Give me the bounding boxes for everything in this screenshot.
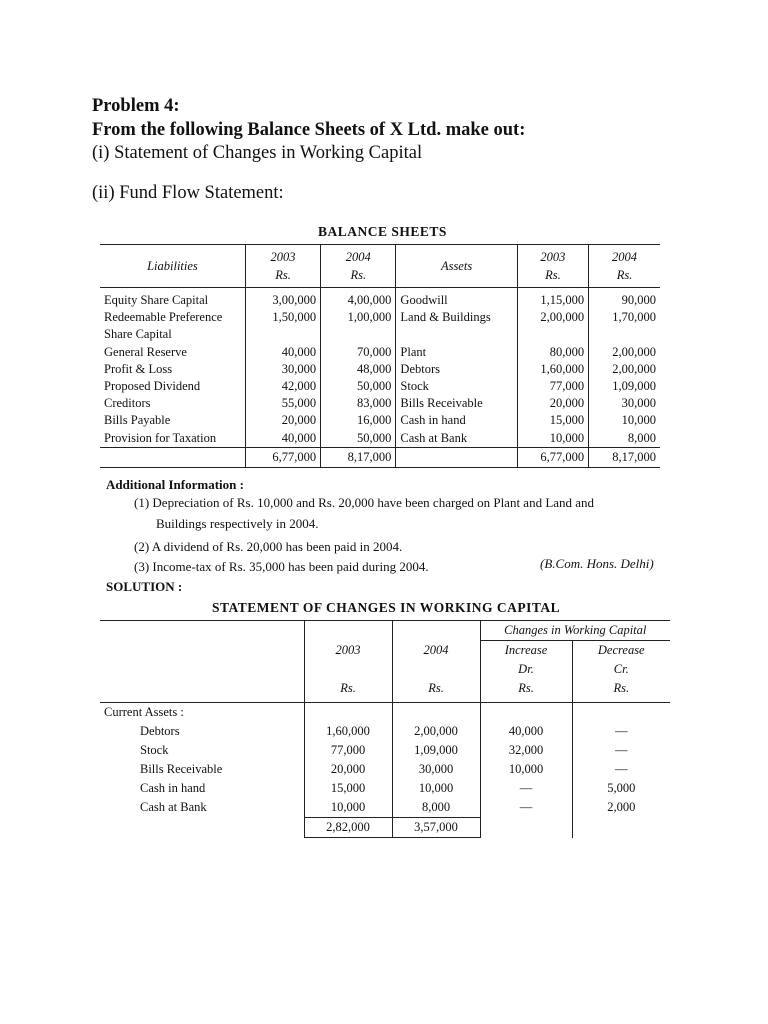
asset-2004: 1,09,000 [589,378,660,395]
header-2004-liab: 2004 Rs. [321,245,396,288]
wc-2003: 15,000 [304,779,392,798]
liability-2004: 83,000 [321,395,396,412]
liability-2004: 48,000 [321,361,396,378]
asset-2003: 1,15,000 [517,288,588,310]
balance-sheet-table [100,244,660,468]
asset-label: Bills Receivable [396,395,517,412]
wc-total-2004: 3,57,000 [392,818,480,838]
table-row [100,361,660,378]
wc-increase: 32,000 [480,741,572,760]
wc-item-label: Cash at Bank [140,800,207,814]
asset-label [396,326,517,343]
problem-item-2: (ii) Fund Flow Statement: [92,183,284,203]
changes-header-row [100,621,670,641]
liability-label: General Reserve [104,344,187,359]
assets-header: Assets [396,245,517,288]
wc-decrease: — [572,722,670,741]
total-asset-2004: 8,17,000 [589,447,660,467]
liability-label: Redeemable Preference [104,310,223,325]
wc-decrease: — [572,741,670,760]
table-row [100,798,670,818]
solution-heading: SOLUTION : [106,579,183,594]
additional-info-item-1: (1) Depreciation of Rs. 10,000 and Rs. 20,000 have been charged on Plant and Land and [134,495,595,510]
liability-label: Proposed Dividend [104,379,201,394]
header-2003-asset: 2003 Rs. [517,245,588,288]
table-row [100,309,660,326]
problem-title: Problem 4: [92,96,180,116]
wc-2004: 1,09,000 [392,741,480,760]
asset-2004 [589,326,660,343]
asset-2003: 2,00,000 [517,309,588,326]
asset-2003: 10,000 [517,430,588,448]
problem-instruction: From the following Balance Sheets of X Ltd. make out: [92,120,526,140]
liability-2003: 40,000 [245,344,320,361]
wc-2003: 20,000 [304,760,392,779]
liability-2004: 16,000 [321,412,396,429]
additional-info-item-1-cont: Buildings respectively in 2004. [156,516,319,531]
asset-label: Cash at Bank [396,430,517,448]
liability-2003: 3,00,000 [245,288,320,310]
table-row [100,779,670,798]
wc-increase: — [480,798,572,818]
liability-2003: 20,000 [245,412,320,429]
header-2004-asset: 2004 Rs. [589,245,660,288]
header-cr: Cr. [572,660,670,679]
header-rs-2004: Rs. [392,679,480,703]
header-increase: Increase [480,641,572,661]
asset-label: Plant [396,344,517,361]
asset-2003: 77,000 [517,378,588,395]
additional-info-item-2: (2) A dividend of Rs. 20,000 has been paid in 2004. [134,539,403,554]
liabilities-header: Liabilities [100,245,245,288]
asset-2004: 2,00,000 [589,361,660,378]
wc-totals-row [100,818,670,838]
liability-2004: 4,00,000 [321,288,396,310]
wc-2003: 10,000 [304,798,392,818]
liability-label: Provision for Taxation [104,430,217,445]
working-capital-table [100,620,670,838]
table-row [100,288,660,310]
total-liab-2003: 6,77,000 [245,447,320,467]
totals-row [100,447,660,467]
asset-label: Stock [396,378,517,395]
table-row [100,326,660,343]
asset-2003 [517,326,588,343]
source-citation: (B.Com. Hons. Delhi) [540,556,654,571]
wc-item-label: Cash in hand [140,781,206,795]
header-2004: 2004 [392,641,480,661]
table-row [100,344,660,361]
wc-increase: 40,000 [480,722,572,741]
liability-2004: 50,000 [321,430,396,448]
header-rs-decrease: Rs. [572,679,670,703]
liability-2003: 55,000 [245,395,320,412]
table-row [100,722,670,741]
balance-sheet-title: BALANCE SHEETS [318,224,447,239]
liability-label: Bills Payable [104,413,171,428]
wc-decrease: — [572,760,670,779]
liability-2004: 70,000 [321,344,396,361]
asset-label: Debtors [396,361,517,378]
liability-2004 [321,326,396,343]
header-dr: Dr. [480,660,572,679]
section-row [100,703,670,723]
wc-2004: 8,000 [392,798,480,818]
wc-2004: 10,000 [392,779,480,798]
wc-2003: 1,60,000 [304,722,392,741]
working-capital-title: STATEMENT OF CHANGES IN WORKING CAPITAL [212,600,561,615]
asset-2004: 10,000 [589,412,660,429]
header-rs-increase: Rs. [480,679,572,703]
additional-info-item-3: (3) Income-tax of Rs. 35,000 has been paid during 2004. [134,559,429,574]
header-decrease: Decrease [572,641,670,661]
additional-info-heading: Additional Information : [106,477,244,492]
header-rs-2003: Rs. [304,679,392,703]
asset-2003: 1,60,000 [517,361,588,378]
table-row [100,760,670,779]
wc-2003: 77,000 [304,741,392,760]
wc-increase: 10,000 [480,760,572,779]
wc-item-label: Stock [140,743,169,757]
liability-label: Share Capital [104,327,172,342]
liability-label: Creditors [104,396,151,411]
table-row [100,741,670,760]
total-liab-2004: 8,17,000 [321,447,396,467]
changes-header: Changes in Working Capital [480,621,670,641]
year-header-row [100,641,670,661]
wc-increase: — [480,779,572,798]
table-row [100,412,660,429]
liability-2003: 42,000 [245,378,320,395]
header-2003: 2003 [304,641,392,661]
wc-2004: 2,00,000 [392,722,480,741]
table-row [100,430,660,448]
asset-2004: 30,000 [589,395,660,412]
problem-item-1: (i) Statement of Changes in Working Capital [92,143,423,163]
asset-2003: 80,000 [517,344,588,361]
asset-2004: 8,000 [589,430,660,448]
balance-sheet-header [100,245,660,288]
asset-2003: 15,000 [517,412,588,429]
drcr-header-row [100,660,670,679]
wc-total-2003: 2,82,000 [304,818,392,838]
table-row [100,395,660,412]
total-asset-2003: 6,77,000 [517,447,588,467]
liability-2004: 50,000 [321,378,396,395]
asset-label: Cash in hand [396,412,517,429]
wc-item-label: Debtors [140,724,180,738]
asset-label: Goodwill [396,288,517,310]
liability-label: Profit & Loss [104,361,173,376]
current-assets-label: Current Assets : [104,705,184,719]
asset-label: Land & Buildings [396,309,517,326]
liability-2004: 1,00,000 [321,309,396,326]
header-2003-liab: 2003 Rs. [245,245,320,288]
liability-2003: 30,000 [245,361,320,378]
wc-item-label: Bills Receivable [140,762,223,776]
wc-decrease: 5,000 [572,779,670,798]
liability-label: Equity Share Capital [104,293,209,307]
wc-decrease: 2,000 [572,798,670,818]
asset-2003: 20,000 [517,395,588,412]
rs-header-row [100,679,670,703]
asset-2004: 1,70,000 [589,309,660,326]
liability-2003: 1,50,000 [245,309,320,326]
asset-2004: 2,00,000 [589,344,660,361]
wc-2004: 30,000 [392,760,480,779]
liability-2003 [245,326,320,343]
asset-2004: 90,000 [589,288,660,310]
liability-2003: 40,000 [245,430,320,448]
table-row [100,378,660,395]
